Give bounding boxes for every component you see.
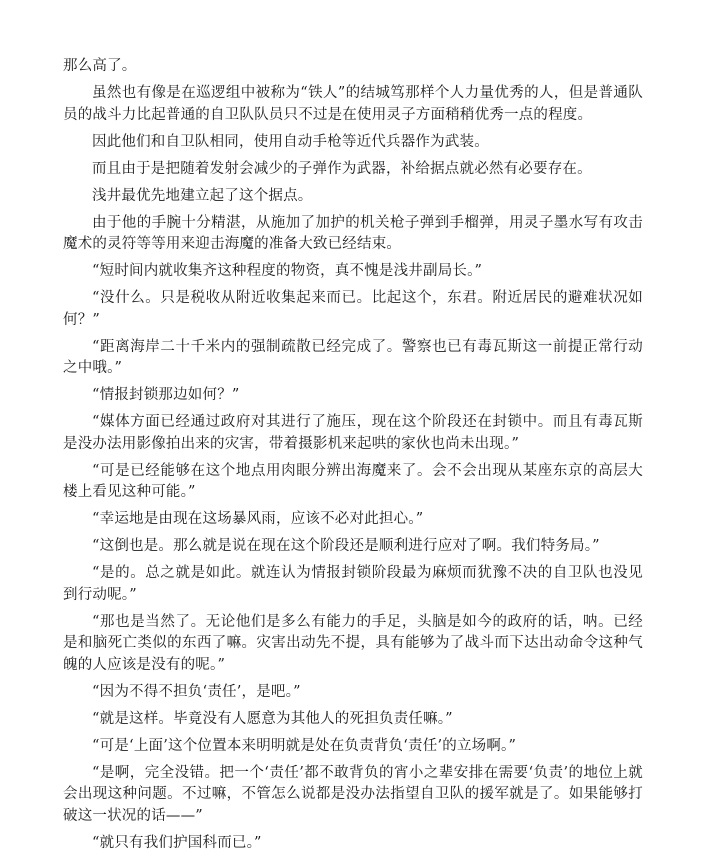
paragraph: “那也是当然了。无论他们是多么有能力的手足，头脑是如今的政府的话，呐。已经是和脑死亡类似的东西了嘛。灾害出动先不提，具有能够为了战斗而下达出动命令这种气魄的人应该是没有的呢。” <box>63 613 643 673</box>
paragraph: 因此他们和自卫队相同，使用自动手枪等近代兵器作为武装。 <box>92 133 489 150</box>
paragraph: “是的。总之就是如此。就连认为情报封锁阶段最为麻烦而犹豫不决的自卫队也没见到行动呢。” <box>63 565 643 603</box>
paragraph: 由于他的手腕十分精湛，从施加了加护的机关枪子弹到手榴弹，用灵子墨水写有攻击魔术的灵符等等用来迎击海魔的准备大致已经结束。 <box>63 214 643 252</box>
document-body <box>63 56 643 860</box>
paragraph: 而且由于是把随着发射会减少的子弹作为武器，补给据点就必然有必要存在。 <box>92 160 592 177</box>
paragraph: 浅井最优先地建立起了这个据点。 <box>92 187 313 204</box>
paragraph: 那么高了。 <box>63 58 137 74</box>
paragraph: “可是‘上面’这个位置本来明明就是处在负责背负‘责任’的立场啊。” <box>92 737 517 754</box>
paragraph: “就是这样。毕竟没有人愿意为其他人的死担负责任嘛。” <box>92 710 453 727</box>
paragraph: “幸运地是由现在这场暴风雨，应该不必对此担心。” <box>92 511 424 527</box>
paragraph: 虽然也有像是在巡逻组中被称为“铁人”的结城笃那样个人力量优秀的人，但是普通队员的战斗力比起普通的自卫队队员只不过是在使用灵子方面稍稍优秀一点的程度。 <box>63 85 643 123</box>
paragraph: “没什么。只是税收从附近收集起来而已。比起这个，东君。附近居民的避难状况如何？” <box>63 290 643 328</box>
paragraph: “是啊，完全没错。把一个‘责任’都不敢背负的宵小之辈安排在需要‘负责’的地位上就会出现这种问题。不过嘛，不管怎么说都是没办法指望自卫队的援军就是了。如果能够打破这一状况的话——” <box>63 764 643 824</box>
paragraph: “情报封锁那边如何？” <box>92 387 240 403</box>
paragraph: “这倒也是。那么就是说在现在这个阶段还是顺利进行应对了啊。我们特务局。” <box>92 538 600 554</box>
paragraph: “媒体方面已经通过政府对其进行了施压，现在这个阶段还在封锁中。而且有毒瓦斯是没办法用影像拍出来的灾害，带着摄影机来起哄的家伙也尚未出现。” <box>63 414 643 452</box>
paragraph: “距离海岸二十千米内的强制疏散已经完成了。警察也已有毒瓦斯这一前提正常行动之中哦。” <box>63 338 643 376</box>
paragraph: “因为不得不担负‘责任’，是吧。” <box>92 683 301 700</box>
paragraph: “就只有我们护国科而已。” <box>92 834 262 851</box>
paragraph: “可是已经能够在这个地点用肉眼分辨出海魔来了。会不会出现从某座东京的高层大楼上看见这种可能。” <box>63 462 643 500</box>
paragraph: “短时间内就收集齐这种程度的物资，真不愧是浅井副局长。” <box>92 263 483 279</box>
